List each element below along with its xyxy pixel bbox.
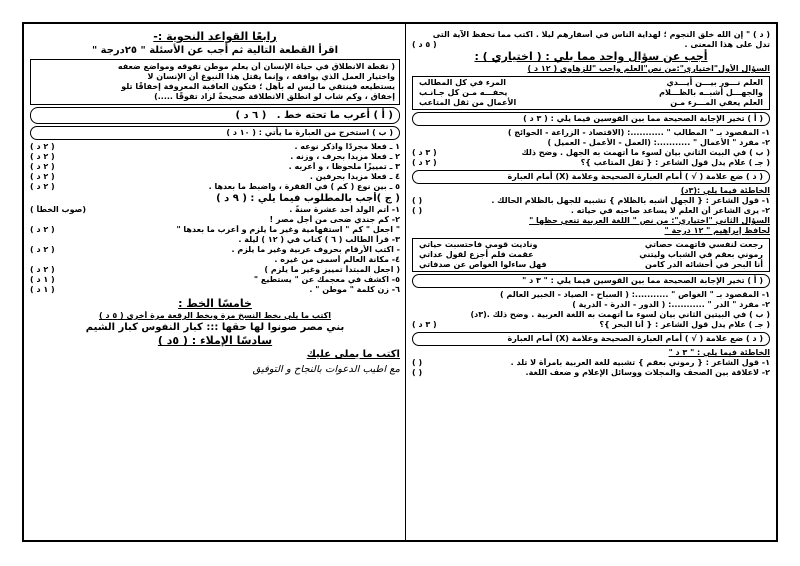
poem-verse: والجهـــل أشبــه بالظـــلام يحفـــه مـن كل جـانـب [419, 88, 763, 97]
question-parse: ( أ ) أعرب ما تحته خط . ( ٦ د ) [30, 107, 400, 124]
poem-verse: رموني بعقم في الشباب وليتني عقمت فلم أجزع لقول عداتي [419, 250, 763, 259]
passage-line: واختيار العمل الذي يوافقه ، وإنما يقتل هذا النبوغ أن الإنسان لا [147, 72, 395, 81]
question-item: ١- أتم الولد أحد عشرة سنةً . (صوب الخطأ ) [30, 205, 400, 214]
grammar-section-title: رابعًا القواعد النحوية :- [153, 30, 277, 43]
poem-verse: العلم يعفي المـــرء مـن الأعمال من ثقل المتاعب [419, 98, 763, 107]
question-a-header-2: ( أ ) تخير الإجابة الصحيحة مما بين القوسين فيما يلي : " ٣ د " [412, 274, 770, 288]
passage-line: يستطيعه فينتقي ما ليس له بأهل ؛ فتكون العاقبة المعروفة إخفاقًا تلو [121, 82, 395, 91]
question-item: ٢- كم جندي ضحى من أجل مصر ! [269, 215, 400, 224]
question-item: ٦- زن كلمة " موطن " . ( ١ د ) [30, 285, 400, 294]
poem-box-2 [412, 238, 770, 272]
right-column [412, 30, 770, 534]
question-item: ( جـ ) علام يدل قول الشاعر : { ثقل المتاعب }؟ ( ٢ د ) [412, 158, 770, 167]
question-item: ٣ ـ تمييزًا ملحوظا ، و أعربه . ( ٢ د ) [30, 162, 400, 171]
question-d-text: ( د ) " إن الله خلق النجوم ؛ لهداية الناس في أسفارهم ليلًا . اكتب مما تحفظ الآية التى [432, 30, 770, 39]
question-d-header-2: ( د ) ضع علامة ( √ ) أمام العبارة الصحيحة وعلامة (X) أمام العبارة [412, 332, 770, 346]
closing-wishes: مع أطيب الدعوات بالنجاح و التوفيق [252, 365, 400, 375]
column-divider [405, 24, 406, 540]
question-item: ٢- مفرد " الأعمال " ...........: (العمل - الأعمل - العميل ) [547, 138, 770, 147]
question-item: ٢- يرى الشاعر أن العلم لا يساعد صاحبه في حياته . ( ) [412, 206, 770, 215]
dictation-section-title: سادسًا الإملاء : ( ٥د ) [157, 334, 273, 347]
question-item: ١- المقصود بـ " الغواص " ...........: ( السباح - الصياد - الخبير العالم ) [500, 290, 770, 299]
question-item: ١- قول الشاعر : { الجهل أشبه بالظلام } تشبيه للجهل بالظلام الحالك . ( ) [412, 196, 770, 205]
question-item: ١- المقصود بـ " المطالب " ...........: (الاقتصاد - الزراعة - الحوائج ) [507, 128, 770, 137]
question-item: ٥- اكشف في معجمك عن " يستطيع " ( ١ د ) [30, 275, 400, 284]
dictation-instruction: اكتب ما يملى عليك [306, 349, 400, 360]
question-item: ( ب ) في البيت الثاني بيان لسوء ما أتهمت به الجهل . وضح ذلك ( ٣ د ) [412, 148, 770, 157]
question-d-sub: الخاطئة فيما يلي :(٣د) [680, 186, 770, 195]
question-a-header: ( أ ) تخير الإجابة الصحيحة مما بين القوسين فيما يلي : ( ٣ د ) [412, 112, 770, 126]
question-d-sub-2: الخاطئة فيما يلي : " ٣ د " [668, 348, 770, 357]
question-item: ( ب ) في البيتين الثاني بيان لسوء ما أتهمت به اللغة العربية . وضح ذلك .(٣د) [470, 310, 770, 319]
passage-line: ( نقطة الانطلاق في حياة الإنسان أن يعلم موطن تفوقه ومواضع ضعفه [117, 62, 395, 71]
question-item: ١ ـ فعلا مجردًا واذكر نوعه . ( ٢ د ) [30, 142, 400, 151]
reading-passage [30, 59, 400, 105]
poem-verse: أنا البحر في أحشائه الدر كامن فهل ساءلوا الغواص عن صدفاتي [419, 260, 763, 269]
grammar-instruction: اقرأ القطعة التالية ثم أجب عن الأسئلة " ٢٥درجة " [91, 45, 339, 56]
exam-sheet [22, 22, 778, 542]
handwriting-verse: بني مصر صونوا لها حقها ::: كبار النفوس كبار الشيم [85, 322, 345, 333]
question-item: ( اجعل المبتدأ تمييز وغير ما يلزم ) ( ٢ د ) [30, 265, 400, 274]
handwriting-instruction: اكتب ما يلي بخط النسخ مرة وبخط الرقعة مرة أخرى ( ٥ د ) [99, 311, 331, 320]
question-two-sub: لحافظ إبراهيم " ١٢ درجة " [664, 226, 770, 235]
question-extract: ( ب ) استخرج من العبارة ما يأتي : ( ١٠ د ) [30, 126, 400, 140]
choice-section-title: أجب عن سؤال واحد مما يلي : ( اختياري ) : [474, 50, 708, 63]
question-two-title: السؤال الثاني "اختياري": من نص " اللغة العربية تنعي حظها " [529, 216, 770, 225]
poem-box-1 [412, 76, 770, 110]
handwriting-section-title: خامسًا الخط : [178, 297, 252, 310]
question-item: ٤- مكانة العالم أسمى من غيره . [274, 255, 400, 264]
question-item: ٥ ـ بين نوع ( كم ) في الفقرة ، واضبط ما بعدها . ( ٢ د ) [30, 182, 400, 191]
question-one-title: السؤال الأول"اختياري":من نص"العلم واجب "للزهاوى ( ١٢ د ) [527, 64, 770, 73]
left-column [30, 30, 400, 534]
poem-verse: العلم نـــور بيـــن أيـــدي المرء في كل المطالب [419, 78, 763, 87]
poem-verse: رجعت لنفسي فاتهمت حصاتي وناديت قومي فاحتسبت حياتي [419, 240, 763, 249]
question-item: ٢ ـ فعلا مزيدا بحرف ، وزنه . ( ٢ د ) [30, 152, 400, 161]
question-item: ٤ ـ فعلا مزيدا بحرفين . ( ٢ د ) [30, 172, 400, 181]
question-d-text-2: تدل على هذا المعنى . ( ٥ د ) [412, 40, 770, 49]
question-item: " اجعل " كم " استفهامية وغير ما يلزم و أعرب ما بعدها " ( ٢ د ) [30, 225, 400, 234]
question-item: - اكتب الأرقام بحروف عربية وغير ما يلزم . ( ٢ د ) [30, 245, 400, 254]
question-item: ٢- لاعلاقة بين الصحف والمجلات ووسائل الإعلام و ضعف اللغة. ( ) [412, 368, 770, 377]
question-item: ( جـ ) علام يدل قول الشاعر : { أنا البحر }؟ ( ٣ د ) [412, 320, 770, 329]
passage-line: إخفاق ، وكم شاب لو انطلق الانطلاقة صحيحةً لزاد تفوقًا .....) [154, 92, 395, 101]
question-c-header: ( ج )أجب بالمطلوب فيما يلي : ( ٩ د ) [216, 193, 400, 204]
question-item: ١- قول الشاعر : { رموني بعقم } تشبيه للغة العربية بامرأة لا تلد . ( ) [412, 358, 770, 367]
question-d-header: ( د ) ضع علامة ( √ ) أمام العبارة الصحيحة وعلامة (X) أمام العبارة [412, 170, 770, 184]
question-item: ٣- قرأ الطالب ( ٦ ) كتاب في ( ١٢ ) ليلة . [238, 235, 400, 244]
question-item: ٢- مفرد " الدر " ...........: ( الدور - الدرة - الدرية ) [572, 300, 770, 309]
